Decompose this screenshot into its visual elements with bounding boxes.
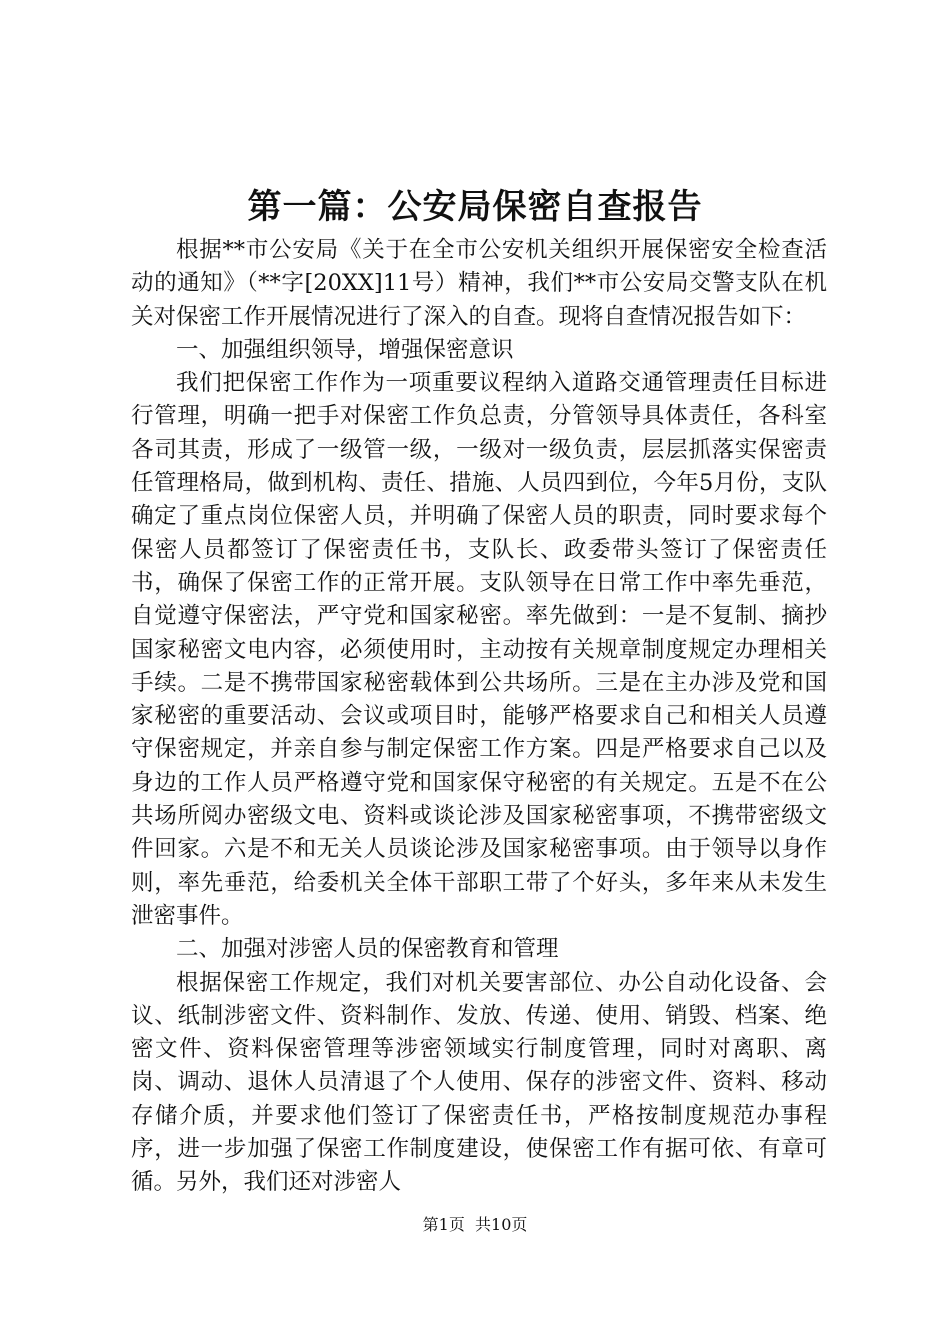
section-heading-2: 二、加强对涉密人员的保密教育和管理 xyxy=(176,936,559,963)
paragraph-section-2: 根据保密工作规定，我们对机关要害部位、办公自动化设备、会议、纸制涉密文件、资料制作、发放、传递、使用、销毁、档案、绝密文件、资料保密管理等涉密领域实行制度管理，同时对离职、离岗、调动、退休人员清退了个人使用、保存的涉密文件、资料、移动存储介质，并要求他们签订了保密责任书，严格按制度规范办事程序，进一步加强了保密工作制度建设，使保密工作有据可依、有章可循。另外，我们还对涉密人 xyxy=(131,969,827,1196)
page-footer xyxy=(0,1214,950,1236)
document-body xyxy=(131,234,827,1200)
paragraph-intro: 根据**市公安局《关于在全市公安机关组织开展保密安全检查活动的通知》（**字[20XX]11号）精神，我们**市公安局交警支队在机关对保密工作开展情况进行了深入的自查。现将自查情况报告如下： xyxy=(131,237,827,330)
footer-total-suffix: 页 xyxy=(511,1215,528,1234)
footer-total-prefix: 共 xyxy=(475,1215,492,1234)
footer-page-number: 1 xyxy=(438,1215,449,1234)
footer-gap xyxy=(465,1215,475,1234)
document-title: 第一篇：公安局保密自查报告 xyxy=(247,187,703,227)
footer-total-pages: 10 xyxy=(491,1215,512,1234)
footer-page-prefix: 第 xyxy=(422,1215,439,1234)
section-heading-1: 一、加强组织领导，增强保密意识 xyxy=(176,336,514,363)
footer-page-suffix: 页 xyxy=(448,1215,465,1234)
paragraph-section-1: 我们把保密工作作为一项重要议程纳入道路交通管理责任目标进行管理，明确一把手对保密工作负总责，分管领导具体责任，各科室各司其责，形成了一级管一级，一级对一级负责，层层抓落实保密责任管理格局，做到机构、责任、措施、人员四到位，今年5月份，支队确定了重点岗位保密人员，并明确了保密人员的职责，同时要求每个保密人员都签订了保密责任书，支队长、政委带头签订了保密责任书，确保了保密工作的正常开展。支队领导在日常工作中率先垂范，自觉遵守保密法，严守党和国家秘密。率先做到：一是不复制、摘抄国家秘密文电内容，必须使用时，主动按有关规章制度规定办理相关手续。二是不携带国家秘密载体到公共场所。三是在主办涉及党和国家秘密的重要活动、会议或项目时，能够严格要求自己和相关人员遵守保密规定，并亲自参与制定保密工作方案。四是严格要求自己以及身边的工作人员严格遵守党和国家保守秘密的有关规定。五是不在公共场所阅办密级文电、资料或谈论涉及国家秘密事项，不携带密级文件回家。六是不和无关人员谈论涉及国家秘密事项。由于领导以身作则，率先垂范，给委机关全体干部职工带了个好头，多年来从未发生泄密事件。 xyxy=(131,370,827,929)
